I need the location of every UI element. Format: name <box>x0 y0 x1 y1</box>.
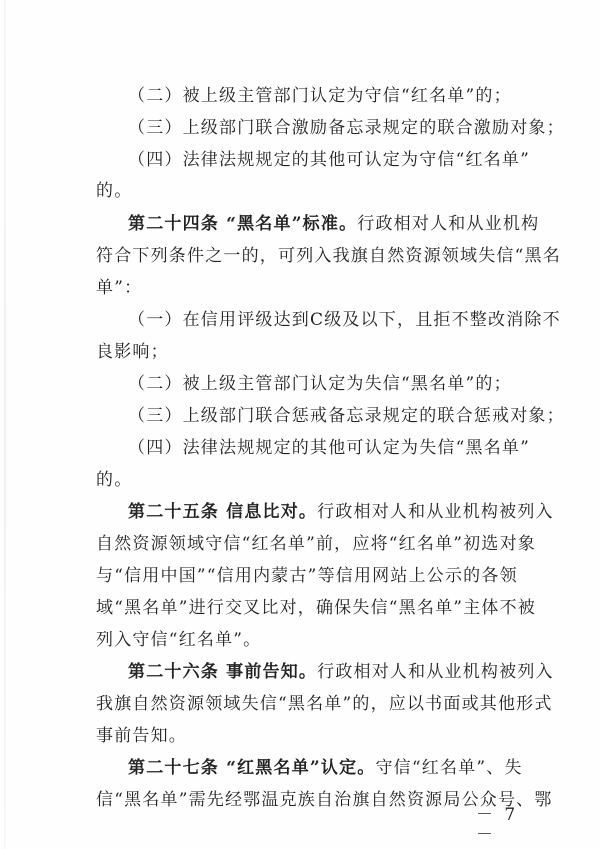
text-line: （三）上级部门联合激励备忘录规定的联合激励对象； <box>128 118 565 138</box>
text-line: 良影响； <box>96 342 169 362</box>
text-line: （二）被上级主管部门认定为失信“黑名单”的； <box>128 374 512 394</box>
text-line: 符合下列条件之一的，可列入我旗自然资源领域失信“黑名 <box>96 246 561 266</box>
text-line: 我旗自然资源领域失信“黑名单”的，应以书面或其他形式 <box>96 694 553 714</box>
text-line: （四）法律法规规定的其他可认定为失信“黑名单” <box>128 438 530 458</box>
text-line: （一）在信用评级达到C级及以下，且拒不整改消除不 <box>128 310 561 330</box>
text-line: 与“信用中国”“信用内蒙古”等信用网站上公示的各领 <box>96 566 518 586</box>
article-line <box>128 662 554 682</box>
text-line: 域“黑名单”进行交叉比对，确保失信“黑名单”主体不被 <box>96 598 536 618</box>
article-text: 行政相对人和从业机构被列入 <box>317 502 554 522</box>
article-text: 行政相对人和从业机构被列入 <box>317 662 554 682</box>
text-line: （二）被上级主管部门认定为守信“红名单”的； <box>128 86 512 106</box>
text-line: （三）上级部门联合惩戒备忘录规定的联合惩戒对象； <box>128 406 565 426</box>
article-heading: 第二十五条 信息比对。 <box>128 502 318 522</box>
article-heading: 第二十六条 事前告知。 <box>128 662 318 682</box>
text-line: 的。 <box>96 181 133 201</box>
article-text: 守信“红名单”、失 <box>375 758 523 778</box>
text-line: 列入守信“红名单”。 <box>96 630 262 650</box>
scan-edge <box>4 0 6 849</box>
article-line <box>128 502 554 522</box>
article-line <box>128 214 540 234</box>
page-number: － 7 － <box>476 805 519 845</box>
article-heading: 第二十四条 “黑名单”标准。 <box>128 214 358 234</box>
text-line: 的。 <box>96 470 133 490</box>
article-text: 行政相对人和从业机构 <box>357 214 540 234</box>
article-heading: 第二十七条 “红黑名单”认定。 <box>128 758 376 778</box>
text-line: 单”： <box>96 278 143 298</box>
article-line <box>128 758 523 778</box>
text-line: 信“黑名单”需先经鄂温克族自治旗自然资源局公众号、鄂 <box>96 790 553 810</box>
text-line: （四）法律法规规定的其他可认定为守信“红名单” <box>128 150 530 170</box>
text-line: 事前告知。 <box>96 726 187 746</box>
text-line: 自然资源领域守信“红名单”前，应将“红名单”初选对象 <box>96 534 536 554</box>
